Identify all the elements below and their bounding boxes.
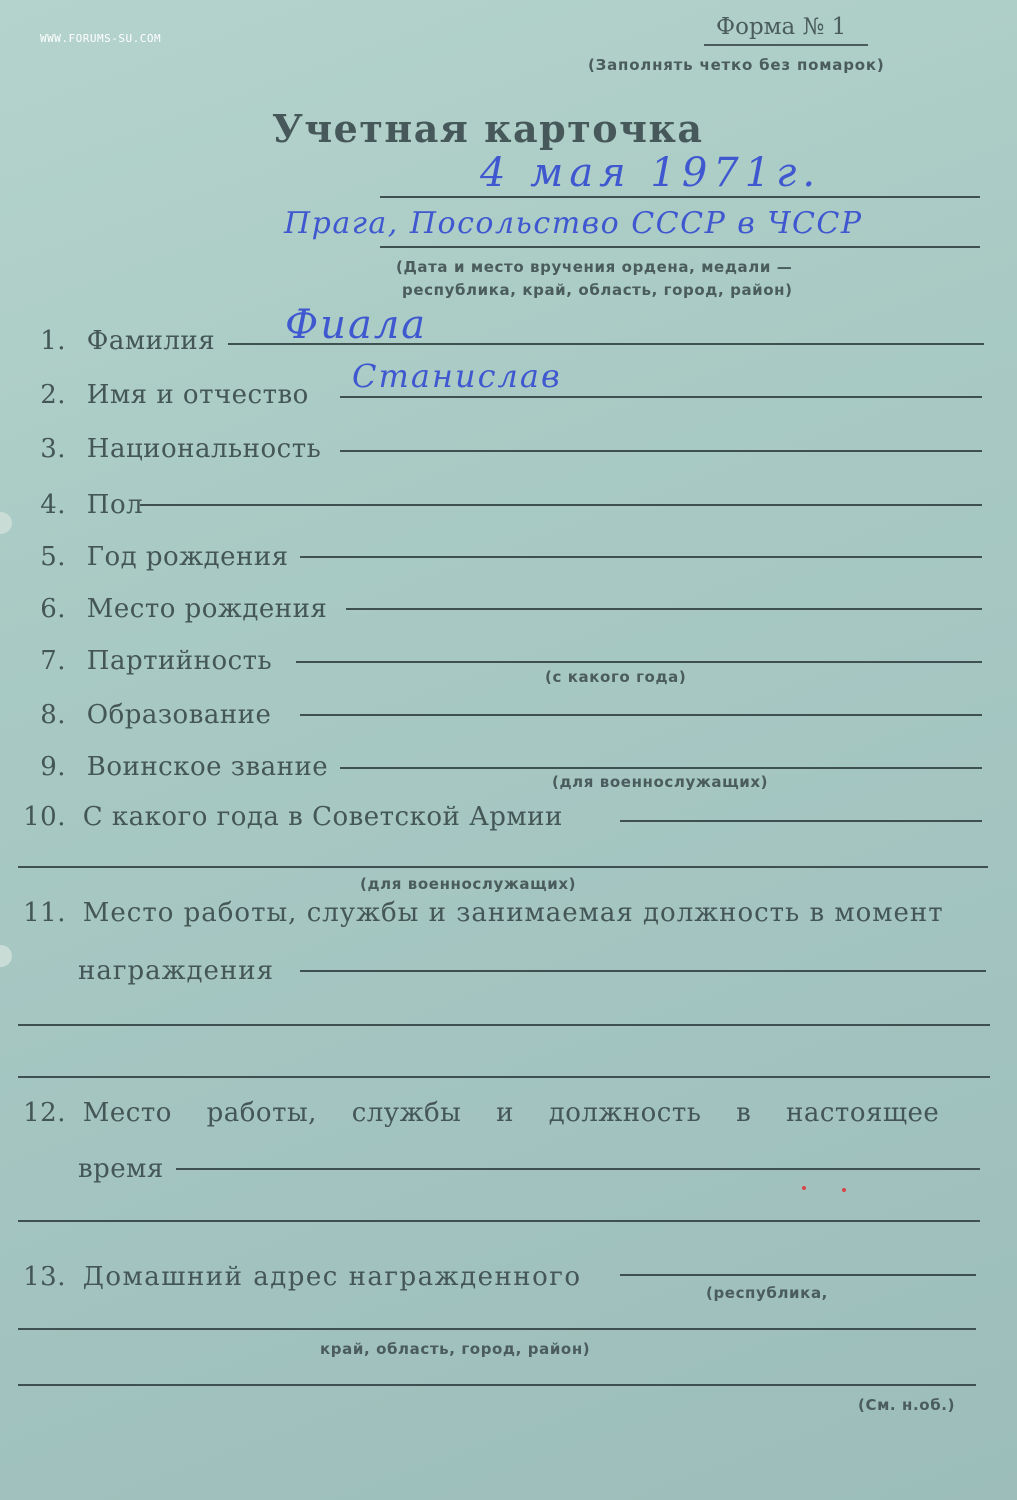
handwritten-surname: Фиала [285,302,428,348]
field-label: Место работы, службы и должность в настоящее [82,1098,940,1128]
field-rank [18,752,328,782]
field-number: 8. [40,700,66,730]
home-address-line-2 [18,1328,976,1330]
field-label: Национальность [86,434,322,464]
red-mark [842,1188,846,1192]
army-year-line-2 [18,866,988,868]
field-party [18,646,272,676]
field-label: Фамилия [86,326,216,356]
field-label: награждения [78,956,274,986]
army-year-line [620,820,982,822]
field-label: Год рождения [86,542,289,572]
field-army-year [18,802,563,832]
handwritten-place: Прага, Посольство СССР в ЧССР [284,206,863,241]
field-label: Место рождения [86,594,328,624]
field-number: 6. [40,594,66,624]
field-work-at-award [18,898,944,928]
birthplace-line [346,608,982,610]
card-title: Учетная карточка [272,106,704,151]
field-label: С какого года в Советской Армии [82,802,563,832]
home-address-line [620,1274,976,1276]
handwritten-date: 4 мая 1971г. [480,150,822,196]
name-line [340,396,982,398]
sex-line [140,504,982,506]
home-address-line-3 [18,1384,976,1386]
field-work-current-cont [78,1154,164,1184]
education-line [300,714,982,716]
fill-instructions: (Заполнять четко без помарок) [588,56,885,74]
work-at-award-line [300,970,986,972]
work-current-line [176,1168,980,1170]
work-at-award-line-3 [18,1076,990,1078]
military-note-1: (для военнослужащих) [552,773,769,791]
see-reverse-note: (См. н.об.) [858,1396,956,1414]
work-at-award-line-2 [18,1024,990,1026]
field-home-address [18,1262,582,1292]
rank-line [340,767,982,769]
party-line [296,661,982,663]
military-note-2: (для военнослужащих) [360,875,577,893]
field-number: 11. [23,898,66,928]
watermark: WWW.FORUMS-SU.COM [40,32,162,45]
work-current-line-2 [18,1220,980,1222]
field-label: Образование [86,700,272,730]
handwritten-name: Станислав [352,357,562,395]
surname-line [228,343,984,345]
field-label: Домашний адрес награжденного [82,1262,582,1292]
republic-note: (республика, [706,1284,828,1302]
field-number: 13. [23,1262,66,1292]
field-birth-year [18,542,289,572]
punch-hole [0,512,12,534]
field-number: 1. [40,326,66,356]
field-label: Пол [86,490,144,520]
field-number: 9. [40,752,66,782]
field-number: 3. [40,434,66,464]
field-first-name [18,380,309,410]
field-birthplace [18,594,327,624]
form-number-underline [704,44,868,46]
field-label: Место работы, службы и занимаемая должность в момент [82,898,944,928]
field-number: 10. [23,802,66,832]
nationality-line [340,450,982,452]
date-line [380,196,980,198]
field-number: 7. [40,646,66,676]
field-sex [18,490,143,520]
date-place-caption-line-1: (Дата и место вручения ордена, медали — [396,258,793,276]
field-education [18,700,271,730]
punch-hole [0,945,12,967]
field-nationality [18,434,321,464]
form-number: Форма № 1 [716,14,847,40]
field-label: время [78,1154,164,1184]
field-label: Имя и отчество [86,380,309,410]
field-number: 4. [40,490,66,520]
party-year-note: (с какого года) [545,668,687,686]
red-mark [802,1186,806,1190]
field-number: 2. [40,380,66,410]
field-work-at-award-cont [78,956,274,986]
date-place-caption [396,256,793,302]
place-line [380,246,980,248]
field-number: 12. [23,1098,66,1128]
birth-year-line [300,556,982,558]
field-label: Воинское звание [86,752,329,782]
field-surname [18,326,215,356]
field-label: Партийность [86,646,273,676]
date-place-caption-line-2: республика, край, область, город, район) [402,281,793,299]
field-number: 5. [40,542,66,572]
field-work-current [18,1098,984,1128]
region-note: край, область, город, район) [320,1340,591,1358]
